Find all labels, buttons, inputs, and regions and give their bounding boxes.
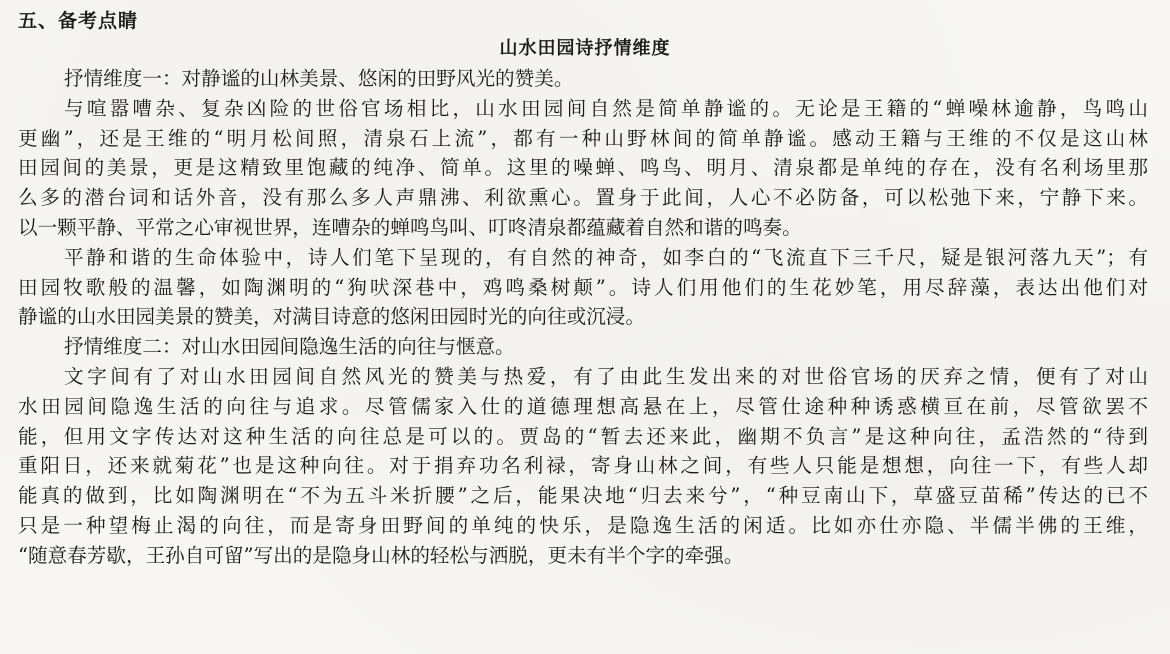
text-line: 以一颗平静、平常之心审视世界，连嘈杂的蝉鸣鸟叫、叮咚清泉都蕴藏着自然和谐的鸣奏。: [18, 215, 802, 239]
text-line: 静谧的山水田园美景的赞美，对满目诗意的悠闲田园时光的向往或沉浸。: [18, 305, 645, 329]
text-line: 平静和谐的生命体验中，诗人们笔下呈现的，有自然的神奇，如李白的“飞流直下三千尺，疑是银河落九天”；有: [64, 245, 1148, 269]
text-line: 抒情维度二：对山水田园间隐逸生活的向往与惬意。: [64, 335, 515, 359]
text-line: 重阳日，还来就菊花”也是这种向往。对于捐弃功名利禄，寄身山林之间，有些人只能是想想，向往一下，有些人却: [18, 454, 1148, 478]
text-line: 么多的潜台词和话外音，没有那么多人声鼎沸、利欲熏心。置身于此间，人心不必防备，可以松弛下来，宁静下来。: [18, 186, 1148, 210]
text-line: 水田园间隐逸生活的向往与追求。尽管儒家入仕的道德理想高悬在上，尽管仕途种种诱惑横亘在前，尽管欲罢不: [18, 394, 1148, 418]
text-line: “随意春芳歇，王孙自可留”写出的是隐身山林的轻松与洒脱，更未有半个字的牵强。: [18, 543, 744, 567]
text-line: 能真的做到，比如陶渊明在“不为五斗米折腰”之后，能果决地“归去来兮”，“种豆南山下，草盛豆苗稀”传达的已不: [18, 484, 1148, 508]
text-line: 能，但用文字传达对这种生活的向往总是可以的。贾岛的“暂去还来此，幽期不负言”是这种向往，孟浩然的“待到: [18, 424, 1148, 448]
section-heading: 五、备考点睛: [18, 10, 139, 32]
text-line: 文字间有了对山水田园间自然风光的赞美与热爱，有了由此生发出来的对世俗官场的厌弃之情，便有了对山: [64, 364, 1148, 388]
text-line: 更幽”，还是王维的“明月松间照，清泉石上流”，都有一种山野林间的简单静谧。感动王籍与王维的不仅是这山林: [18, 126, 1148, 150]
text-line: 与喧嚣嘈杂、复杂凶险的世俗官场相比，山水田园间自然是简单静谧的。无论是王籍的“蝉噪林逾静，鸟鸣山: [64, 96, 1148, 120]
article-title: 山水田园诗抒情维度: [499, 38, 671, 59]
text-line: 只是一种望梅止渴的向往，而是寄身田野间的单纯的快乐，是隐逸生活的闲适。比如亦仕亦隐、半儒半佛的王维，: [18, 513, 1148, 537]
text-line: 抒情维度一：对静谧的山林美景、悠闲的田野风光的赞美。: [64, 67, 574, 90]
text-line: 田园牧歌般的温馨，如陶渊明的“狗吠深巷中，鸡鸣桑树颠”。诗人们用他们的生花妙笔，用尽辞藻，表达出他们对: [18, 275, 1148, 299]
text-line: 田园间的美景，更是这精致里饱藏的纯净、简单。这里的噪蝉、鸣鸟、明月、清泉都是单纯的存在，没有名利场里那: [18, 156, 1148, 180]
article-body: [18, 64, 1148, 571]
